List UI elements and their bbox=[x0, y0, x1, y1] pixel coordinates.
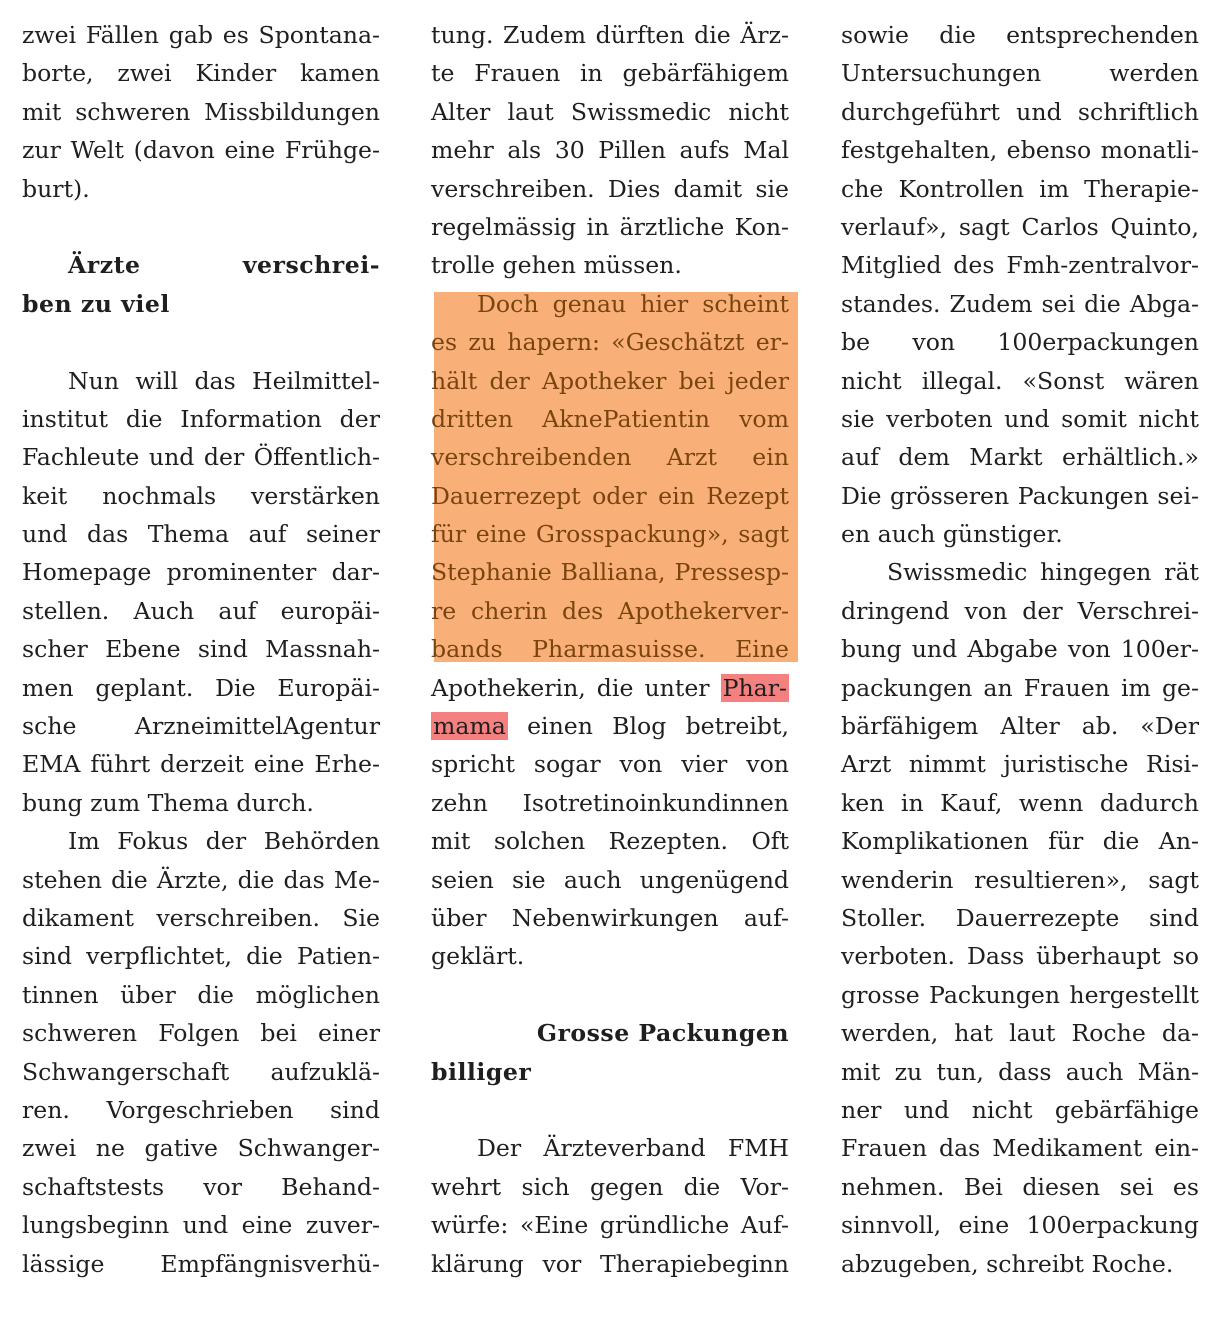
text-line: verschreibenden Arzt ein bbox=[431, 443, 789, 472]
text-line: institut die Information der bbox=[22, 404, 380, 433]
text-line: trolle gehen müssen. bbox=[431, 251, 682, 280]
text-line: be von 100erpackungen bbox=[841, 328, 1199, 357]
text-line: Fachleute und der Öffentlich- bbox=[22, 443, 380, 472]
section-heading-line: Ärzte verschrei- bbox=[68, 251, 380, 280]
article-column-3 bbox=[841, 16, 1199, 1283]
text-line: schaftstests vor Behand- bbox=[22, 1172, 380, 1201]
text-line: Komplikationen für die An- bbox=[841, 827, 1199, 856]
text-line: lungsbeginn und eine zuver- bbox=[22, 1211, 380, 1240]
text-line: würfe: «Eine gründliche Auf- bbox=[431, 1211, 789, 1240]
text-line: burt). bbox=[22, 174, 90, 203]
text-line: bung und Abgabe von 100er- bbox=[841, 635, 1199, 664]
text-line: über Nebenwirkungen auf- bbox=[431, 903, 789, 932]
text-line: che Kontrollen im Therapie- bbox=[841, 174, 1199, 203]
text-line: verboten. Dass überhaupt so bbox=[841, 942, 1199, 971]
text-line: sinnvoll, eine 100erpackung bbox=[841, 1211, 1199, 1240]
section-heading-line: billiger bbox=[431, 1057, 532, 1086]
text-line: sche ArzneimittelAgentur bbox=[22, 712, 380, 741]
text-line: spricht sogar von vier von bbox=[431, 750, 789, 779]
text-line: re cherin des Apothekerver- bbox=[431, 596, 789, 625]
highlighted-word: mama bbox=[433, 712, 506, 741]
text-line: Doch genau hier scheint bbox=[477, 289, 789, 318]
section-heading-line: ben zu viel bbox=[22, 289, 170, 318]
text-line: klärung vor Therapiebeginn bbox=[431, 1249, 789, 1278]
text-line: lässige Empfängnisverhü- bbox=[22, 1249, 380, 1278]
text-line: stellen. Auch auf europäi- bbox=[22, 596, 380, 625]
text-line bbox=[431, 669, 789, 707]
text-line: Homepage prominenter dar- bbox=[22, 558, 380, 587]
text-line: es zu hapern: «Geschätzt er- bbox=[431, 328, 789, 357]
text-line: scher Ebene sind Massnah- bbox=[22, 635, 380, 664]
text-line: grosse Packungen hergestellt bbox=[841, 980, 1199, 1009]
text-line: zur Welt (davon eine Frühge- bbox=[22, 136, 380, 165]
text-line: Stephanie Balliana, Pressesp- bbox=[431, 558, 789, 587]
text-line: seien sie auch ungenügend bbox=[431, 865, 789, 894]
text-line: Alter laut Swissmedic nicht bbox=[431, 97, 789, 126]
text-line: Im Fokus der Behörden bbox=[68, 827, 380, 856]
text-line: Frauen das Medikament ein- bbox=[841, 1134, 1199, 1163]
text-line: zehn Isotretinoinkundinnen bbox=[431, 788, 789, 817]
text-line: wehrt sich gegen die Vor- bbox=[431, 1172, 789, 1201]
text-line: mit schweren Missbildungen bbox=[22, 97, 380, 126]
text-line: Die grösseren Packungen sei- bbox=[841, 481, 1199, 510]
paragraph-spacer bbox=[431, 976, 789, 1014]
text-fragment: einen Blog betreibt, bbox=[507, 712, 789, 741]
text-line: werden, hat laut Roche da- bbox=[841, 1019, 1199, 1048]
text-line: auf dem Markt erhältlich.» bbox=[841, 443, 1199, 472]
text-line: für eine Grosspackung», sagt bbox=[431, 520, 789, 549]
text-line: Untersuchungen werden bbox=[841, 59, 1199, 88]
text-line: Arzt nimmt juristische Risi- bbox=[841, 750, 1199, 779]
paragraph-spacer bbox=[22, 323, 380, 361]
text-line: dringend von der Verschrei- bbox=[841, 596, 1199, 625]
text-line: und das Thema auf seiner bbox=[22, 520, 380, 549]
text-line: te Frauen in gebärfähigem bbox=[431, 59, 789, 88]
text-line: nehmen. Bei diesen sei es bbox=[841, 1172, 1199, 1201]
text-line: schweren Folgen bei einer bbox=[22, 1019, 380, 1048]
text-line: zwei Fällen gab es Spontana- bbox=[22, 21, 380, 49]
text-line: Swissmedic hingegen rät bbox=[887, 558, 1199, 587]
text-line: mit solchen Rezepten. Oft bbox=[431, 827, 789, 856]
text-line: ken in Kauf, wenn dadurch bbox=[841, 788, 1199, 817]
text-line: regelmässig in ärztliche Kon- bbox=[431, 212, 789, 241]
text-line: nicht illegal. «Sonst wären bbox=[841, 366, 1199, 395]
text-line: Der Ärzteverband FMH bbox=[477, 1134, 789, 1163]
text-line: borte, zwei Kinder kamen bbox=[22, 59, 380, 88]
text-line: durchgeführt und schriftlich bbox=[841, 97, 1199, 126]
text-line: bärfähigem Alter ab. «Der bbox=[841, 712, 1199, 741]
text-line bbox=[431, 707, 789, 745]
paragraph-spacer bbox=[22, 208, 380, 246]
text-line: geklärt. bbox=[431, 942, 525, 971]
text-line: mehr als 30 Pillen aufs Mal bbox=[431, 136, 789, 165]
text-line: tung. Zudem dürften die Ärz- bbox=[431, 21, 789, 49]
text-line: men geplant. Die Europäi- bbox=[22, 673, 380, 702]
text-line: sind verpflichtet, die Patien- bbox=[22, 942, 380, 971]
text-line: mit zu tun, dass auch Män- bbox=[841, 1057, 1199, 1086]
text-line: sowie die entsprechenden bbox=[841, 21, 1199, 49]
article-column-1 bbox=[22, 16, 380, 1283]
text-line: hält der Apotheker bei jeder bbox=[431, 366, 789, 395]
text-line: sie verboten und somit nicht bbox=[841, 404, 1199, 433]
text-fragment: Apothekerin, die unter bbox=[431, 673, 721, 702]
text-line: dikament verschreiben. Sie bbox=[22, 903, 380, 932]
text-line: festgehalten, ebenso monatli- bbox=[841, 136, 1199, 165]
text-line: abzugeben, schreibt Roche. bbox=[841, 1249, 1174, 1278]
highlighted-word: Phar- bbox=[722, 673, 787, 702]
text-line: keit nochmals verstärken bbox=[22, 481, 380, 510]
text-line: verschreiben. Dies damit sie bbox=[431, 174, 789, 203]
text-line: ner und nicht gebärfähige bbox=[841, 1095, 1199, 1124]
section-heading-line: Grosse Packungen bbox=[536, 1019, 789, 1048]
text-line: bung zum Thema durch. bbox=[22, 788, 314, 817]
text-line: packungen an Frauen im ge- bbox=[841, 673, 1199, 702]
text-line: tinnen über die möglichen bbox=[22, 980, 380, 1009]
text-line: Stoller. Dauerrezepte sind bbox=[841, 903, 1199, 932]
text-line: standes. Zudem sei die Abga- bbox=[841, 289, 1199, 318]
text-line: en auch günstiger. bbox=[841, 520, 1063, 549]
text-line: wenderin resultieren», sagt bbox=[841, 865, 1199, 894]
text-line: zwei ne gative Schwanger- bbox=[22, 1134, 380, 1163]
text-line: ren. Vorgeschrieben sind bbox=[22, 1095, 380, 1124]
text-line: dritten AknePatientin vom bbox=[431, 404, 789, 433]
text-line: verlauf», sagt Carlos Quinto, bbox=[841, 212, 1199, 241]
text-line: Dauerrezept oder ein Rezept bbox=[431, 481, 789, 510]
text-line: Schwangerschaft aufzuklä- bbox=[22, 1057, 380, 1086]
paragraph-spacer bbox=[431, 1091, 789, 1129]
text-line: stehen die Ärzte, die das Me- bbox=[22, 865, 380, 894]
text-line: bands Pharmasuisse. Eine bbox=[431, 635, 789, 664]
text-line: Nun will das Heilmittel- bbox=[68, 366, 380, 395]
text-line: EMA führt derzeit eine Erhe- bbox=[22, 750, 380, 779]
article-column-2 bbox=[431, 16, 789, 1283]
text-line: Mitglied des Fmh-zentralvor- bbox=[841, 251, 1199, 280]
